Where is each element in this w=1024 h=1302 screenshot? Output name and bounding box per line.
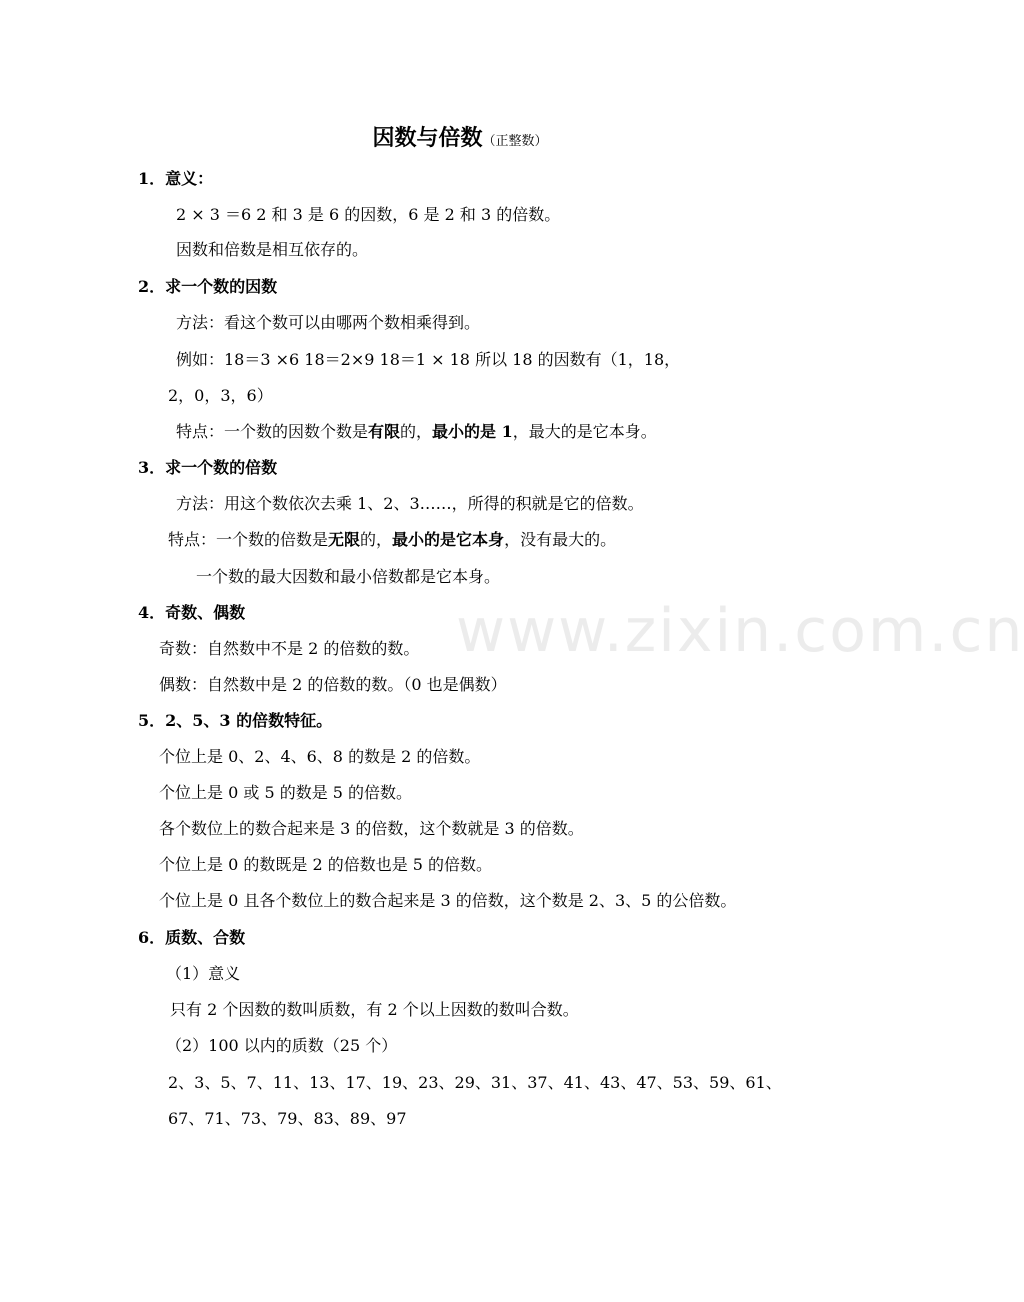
s6-definition: 只有 2 个因数的数叫质数，有 2 个以上因数的数叫合数。 — [170, 1000, 579, 1019]
s6-subheading-2: （2）100 以内的质数（25 个） — [166, 1036, 398, 1055]
s2-example-line-1: 例如：18＝3 ×6 18＝2×9 18＝1 × 18 所以 18 的因数有（1，18， — [176, 350, 681, 369]
s5-line-1: 个位上是 0、2、4、6、8 的数是 2 的倍数。 — [159, 747, 481, 766]
s3-note: 一个数的最大因数和最小倍数都是它本身。 — [196, 567, 501, 586]
s6-primes-line-1: 2、3、5、7、11、13、17、19、23、29、31、37、41、43、47、53、59、61、 — [168, 1073, 782, 1092]
s1-line-1: 2 × 3 ＝6 2 和 3 是 6 的因数，6 是 2 和 3 的倍数。 — [176, 205, 561, 224]
s3-feature-text-2: 的， — [360, 530, 393, 549]
s2-feature-text: 特点：一个数的因数个数是 — [176, 422, 369, 441]
s3-method: 方法：用这个数依次去乘 1、2、3……，所得的积就是它的倍数。 — [176, 494, 644, 513]
s5-line-3: 各个数位上的数合起来是 3 的倍数，这个数就是 3 的倍数。 — [159, 819, 584, 838]
s6-subheading-1: （1）意义 — [166, 964, 241, 983]
s3-feature-bold-1: 无限 — [328, 530, 361, 549]
s3-feature-bold-2: 最小的是它本身 — [392, 530, 505, 549]
section-6-heading: 6．质数、合数 — [138, 928, 246, 947]
section-4-heading: 4．奇数、偶数 — [138, 603, 246, 622]
s2-feature — [176, 422, 657, 442]
title-main: 因数与倍数 — [372, 125, 483, 151]
section-2-heading: 2．求一个数的因数 — [138, 277, 278, 296]
s2-feature-text-3: ，最大的是它本身。 — [512, 422, 657, 441]
section-1-heading: 1．意义： — [138, 169, 214, 188]
s3-feature — [168, 530, 616, 550]
section-3-heading: 3．求一个数的倍数 — [138, 458, 278, 477]
watermark: www.zixin.com.cn — [456, 596, 1024, 666]
s5-line-2: 个位上是 0 或 5 的数是 5 的倍数。 — [159, 783, 413, 802]
s3-feature-text: 特点：一个数的倍数是 — [168, 530, 329, 549]
s4-odd: 奇数：自然数中不是 2 的倍数的数。 — [159, 639, 420, 658]
s2-feature-bold-2: 最小的是 1 — [432, 422, 513, 441]
s2-feature-bold-1: 有限 — [368, 422, 401, 441]
section-5-heading: 5．2、5、3 的倍数特征。 — [138, 711, 333, 730]
title-sub: （正整数） — [482, 134, 548, 149]
s2-example-line-2: 2，0，3，6） — [168, 386, 273, 405]
s2-method: 方法：看这个数可以由哪两个数相乘得到。 — [176, 313, 481, 332]
s1-line-2: 因数和倍数是相互依存的。 — [176, 240, 369, 259]
s3-feature-text-3: ，没有最大的。 — [504, 530, 617, 549]
s2-feature-text-2: 的， — [400, 422, 433, 441]
page-title — [0, 124, 920, 156]
s5-line-4: 个位上是 0 的数既是 2 的倍数也是 5 的倍数。 — [159, 855, 493, 874]
s6-primes-line-2: 67、71、73、79、83、89、97 — [168, 1109, 407, 1128]
s5-line-5: 个位上是 0 且各个数位上的数合起来是 3 的倍数，这个数是 2、3、5 的公倍数。 — [159, 891, 737, 910]
s4-even: 偶数：自然数中是 2 的倍数的数。（0 也是偶数） — [159, 675, 507, 694]
